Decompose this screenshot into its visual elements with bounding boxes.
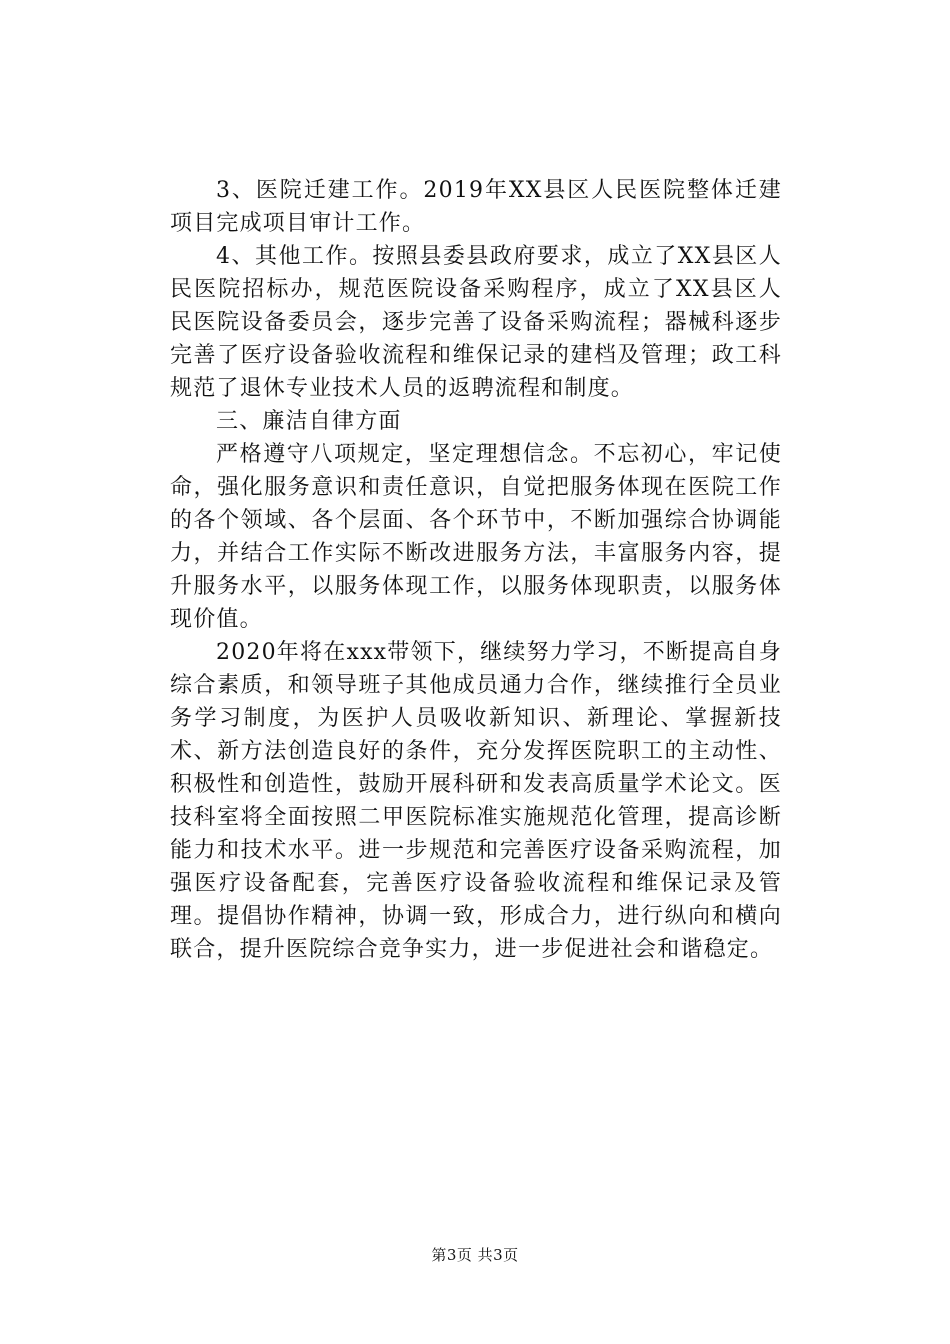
paragraph-relocation-work: 3、医院迁建工作。2019年XX县区人民医院整体迁建项目完成项目审计工作。	[170, 178, 782, 236]
page-footer: 第3页 共3页	[431, 1246, 519, 1264]
paragraph-other-work: 4、其他工作。按照县委县政府要求，成立了XX县区人民医院招标办，规范医院设备采购程序，成立了XX县区人民医院设备委员会，逐步完善了设备采购流程；器械科逐步完善了医疗设备验收流程和维保记录的建档及管理；政工科规范了退休专业技术人员的返聘流程和制度。	[170, 244, 782, 401]
paragraph-2020-plan: 2020年将在xxx带领下，继续努力学习，不断提高自身综合素质，和领导班子其他成员通力合作，继续推行全员业务学习制度，为医护人员吸收新知识、新理论、掌握新技术、新方法创造良好的条件，充分发挥医院职工的主动性、积极性和创造性，鼓励开展科研和发表高质量学术论文。医技科室将全面按照二甲医院标准实施规范化管理，提高诊断能力和技术水平。进一步规范和完善医疗设备采购流程，加强医疗设备配套，完善医疗设备验收流程和维保记录及管理。提倡协作精神，协调一致，形成合力，进行纵向和横向联合，提升医院综合竞争实力，进一步促进社会和谐稳定。	[170, 640, 782, 962]
paragraph-integrity: 严格遵守八项规定，坚定理想信念。不忘初心，牢记使命，强化服务意识和责任意识，自觉把服务体现在医院工作的各个领域、各个层面、各个环节中，不断加强综合协调能力，并结合工作实际不断改进服务方法，丰富服务内容，提升服务水平，以服务体现工作，以服务体现职责，以服务体现价值。	[170, 442, 782, 632]
document-body	[170, 174, 782, 966]
section-heading-integrity: 三、廉洁自律方面	[216, 409, 402, 434]
